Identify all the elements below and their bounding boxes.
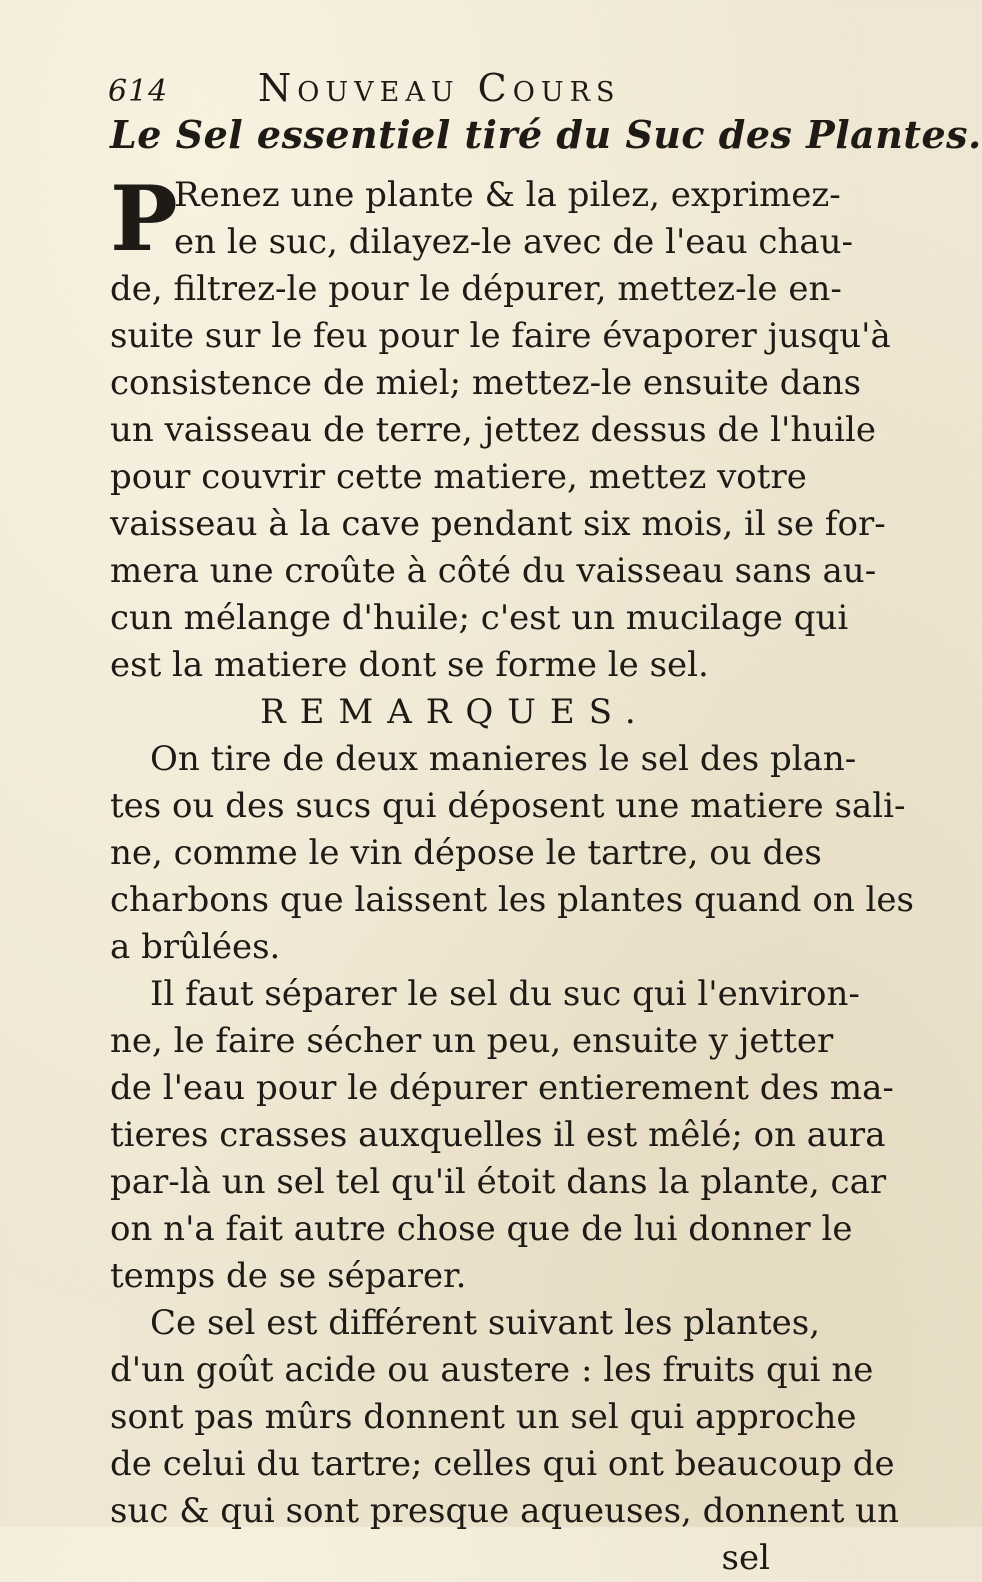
text-line: pour couvrir cette matiere, mettez votre	[110, 457, 807, 497]
text-line: par-là un sel tel qu'il étoit dans la plante, car	[110, 1162, 887, 1202]
text-line: charbons que laissent les plantes quand on les	[110, 880, 914, 920]
text-line: temps de se séparer.	[110, 1256, 467, 1296]
text-line: On tire de deux manieres le sel des plan-	[150, 739, 857, 779]
text-line: en le suc, dilayez-le avec de l'eau chau-	[174, 222, 854, 262]
catchword: sel	[721, 1538, 770, 1578]
paragraph-3	[110, 1300, 899, 1535]
text-line: ne, le faire sécher un peu, ensuite y jetter	[110, 1021, 834, 1061]
text-line: tieres crasses auxquelles il est mêlé; on aura	[110, 1115, 886, 1155]
text-line: d'un goût acide ou austere : les fruits qui ne	[110, 1350, 874, 1390]
text-line: Il faut séparer le sel du suc qui l'environ-	[150, 974, 860, 1014]
drop-cap: P	[110, 166, 178, 272]
text-line: de, filtrez-le pour le dépurer, mettez-le en-	[110, 269, 842, 309]
text-line: ne, comme le vin dépose le tartre, ou des	[110, 833, 822, 873]
text-line: on n'a fait autre chose que de lui donner le	[110, 1209, 853, 1249]
text-line: suite sur le feu pour le faire évaporer jusqu'à	[110, 316, 891, 356]
text-line: de l'eau pour le dépurer entierement des ma-	[110, 1068, 894, 1108]
paragraph-1	[110, 736, 914, 971]
text-line: tes ou des sucs qui déposent une matiere sali-	[110, 786, 906, 826]
paragraph-2	[110, 971, 894, 1300]
text-line: cun mélange d'huile; c'est un mucilage qui	[110, 598, 849, 638]
text-line: consistence de miel; mettez-le ensuite dans	[110, 363, 862, 403]
remarks-heading: REMARQUES.	[260, 692, 650, 732]
section-title: Le Sel essentiel tiré du Suc des Plantes.	[110, 112, 982, 157]
text-line: sont pas mûrs donnent un sel qui approche	[110, 1397, 857, 1437]
text-line: vaisseau à la cave pendant six mois, il se for-	[110, 504, 886, 544]
text-line: Ce sel est différent suivant les plantes,	[150, 1303, 821, 1343]
page-header	[108, 60, 768, 110]
running-head: Nouveau Cours	[258, 66, 621, 110]
text-line: de celui du tartre; celles qui ont beaucoup de	[110, 1444, 895, 1484]
text-line: Renez une plante & la pilez, exprimez-	[174, 175, 841, 215]
text-line: a brûlées.	[110, 927, 281, 967]
first-paragraph	[110, 166, 891, 689]
text-line: un vaisseau de terre, jettez dessus de l'huile	[110, 410, 877, 450]
body-text	[110, 166, 914, 1582]
text-line: suc & qui sont presque aqueuses, donnent un	[110, 1491, 899, 1531]
page-number: 614	[108, 74, 169, 109]
text-line: est la matiere dont se forme le sel.	[110, 645, 709, 685]
text-line: mera une croûte à côté du vaisseau sans au-	[110, 551, 877, 591]
